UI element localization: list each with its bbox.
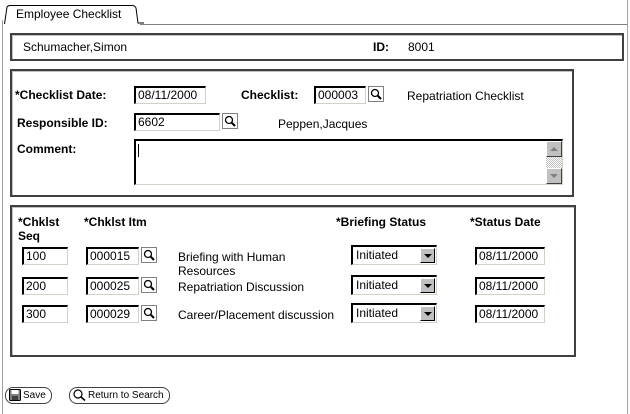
comment-label: Comment: <box>17 142 77 156</box>
row-3-status-value: Initiated <box>356 306 399 320</box>
row-1-status-value: Initiated <box>356 248 399 262</box>
row-2-description: Repatriation Discussion <box>178 280 305 294</box>
row-2-status-value: Initiated <box>356 278 399 292</box>
row-2-item-input[interactable]: 000025 <box>86 277 139 295</box>
magnifier-icon <box>143 307 155 319</box>
checklist-input[interactable]: 000003 <box>314 86 366 104</box>
row-3-item-input[interactable]: 000029 <box>86 305 139 323</box>
employee-info-box <box>10 33 624 61</box>
row-2-item-lookup-button[interactable] <box>141 277 157 293</box>
column-header-status: *Briefing Status <box>336 215 427 229</box>
employee-id-value: 8001 <box>408 40 435 54</box>
row-2-date-input[interactable]: 08/11/2000 <box>475 277 545 295</box>
checklist-header-box <box>10 69 574 197</box>
dropdown-arrow-icon[interactable] <box>420 248 435 263</box>
employee-name: Schumacher,Simon <box>23 40 128 54</box>
responsible-id-lookup-button[interactable] <box>222 113 238 129</box>
checklist-date-input[interactable]: 08/11/2000 <box>134 86 206 104</box>
window-right-border <box>627 0 628 414</box>
row-3-seq-input[interactable]: 300 <box>22 305 68 323</box>
floppy-disk-icon <box>9 389 21 401</box>
comment-scrollbar[interactable] <box>546 141 562 184</box>
return-to-search-label: Return to Search <box>88 390 164 401</box>
comment-textarea[interactable] <box>134 139 563 185</box>
row-1-item-lookup-button[interactable] <box>141 247 157 263</box>
row-1-item-input[interactable]: 000015 <box>86 247 139 265</box>
responsible-id-label: Responsible ID: <box>17 116 108 130</box>
scroll-up-arrow-icon[interactable] <box>546 141 562 157</box>
responsible-name: Peppen,Jacques <box>278 117 368 131</box>
column-header-seq-line1: *Chklst <box>18 215 60 229</box>
row-1-status-select[interactable] <box>351 245 437 265</box>
responsible-id-input[interactable]: 6602 <box>134 113 220 131</box>
row-3-description: Career/Placement discussion <box>178 308 335 322</box>
save-label: Save <box>23 390 46 401</box>
dropdown-arrow-icon[interactable] <box>420 278 435 293</box>
tab-baseline <box>140 24 627 25</box>
scroll-down-arrow-icon[interactable] <box>546 168 562 184</box>
text-caret <box>138 144 139 157</box>
row-1-description: Briefing with Human Resources <box>178 250 286 278</box>
row-3-date-input[interactable]: 08/11/2000 <box>475 305 545 323</box>
window-left-border <box>2 20 3 414</box>
magnifier-icon <box>370 88 382 100</box>
row-1-date-input[interactable]: 08/11/2000 <box>475 247 545 265</box>
column-header-item: *Chklst Itm <box>84 215 147 229</box>
row-1-seq-input[interactable]: 100 <box>22 247 68 265</box>
dropdown-arrow-icon[interactable] <box>420 306 435 321</box>
return-to-search-button[interactable] <box>69 387 170 404</box>
row-3-item-lookup-button[interactable] <box>141 305 157 321</box>
tab-label: Employee Checklist <box>16 7 122 21</box>
employee-id-label: ID: <box>373 40 389 54</box>
column-header-date: *Status Date <box>470 215 541 229</box>
magnifier-icon <box>224 115 236 127</box>
checklist-lookup-button[interactable] <box>368 86 384 102</box>
magnifier-icon <box>143 249 155 261</box>
checklist-description: Repatriation Checklist <box>407 89 524 103</box>
row-3-status-select[interactable] <box>351 303 437 323</box>
column-header-seq-line2: Seq <box>18 229 41 243</box>
checklist-date-label: *Checklist Date: <box>15 88 107 102</box>
row-2-status-select[interactable] <box>351 275 437 295</box>
magnifier-icon <box>73 389 86 401</box>
checklist-items-box <box>10 205 576 357</box>
save-button[interactable] <box>5 387 52 404</box>
magnifier-icon <box>143 279 155 291</box>
checklist-label: Checklist: <box>241 88 299 102</box>
row-2-seq-input[interactable]: 200 <box>22 277 68 295</box>
